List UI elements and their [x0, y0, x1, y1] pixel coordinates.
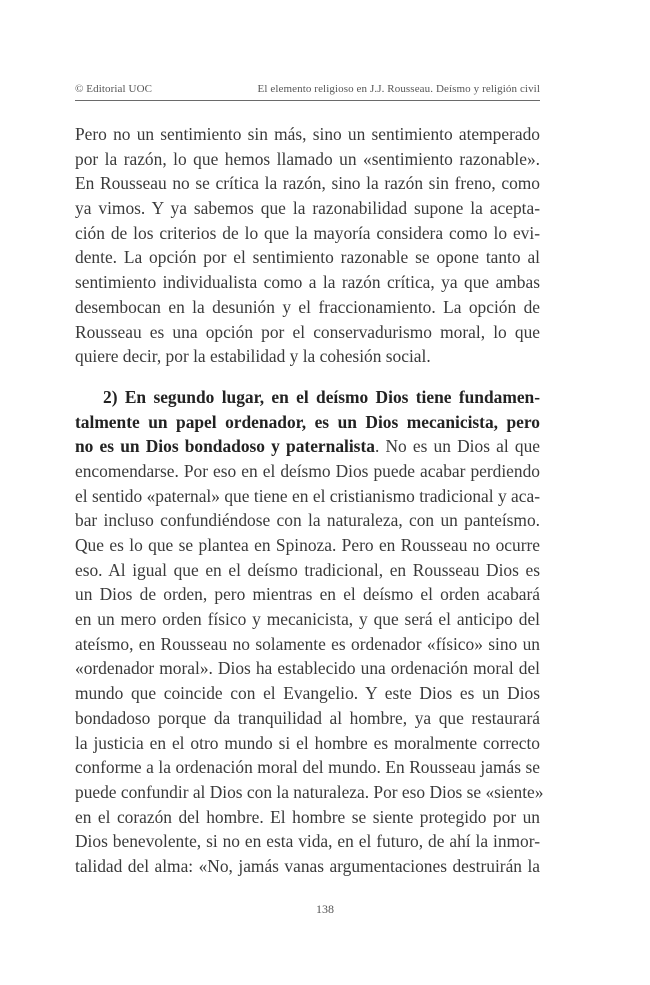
text-line: el sentido «paternal» que tiene en el cristianismo tradicional y aca-	[75, 485, 540, 506]
text-line: conforme a la ordenación moral del mundo. En Rousseau jamás se	[75, 757, 540, 778]
text-line: Rousseau es una opción por el conservadurismo moral, lo que	[75, 321, 540, 342]
page-number: 138	[316, 902, 334, 916]
text-line: En Rousseau no se crítica la razón, sino la razón sin freno, como	[75, 173, 540, 194]
text-line: dente. La opción por el sentimiento razonable se opone tanto al	[75, 247, 540, 268]
text-line: eso. Al igual que en el deísmo tradicional, en Rousseau Dios es	[75, 559, 540, 580]
text-line-bold	[75, 385, 540, 410]
text-line: bondadoso porque da tranquilidad al hombre, ya que restaurará	[75, 707, 540, 728]
text-line: Pero no un sentimiento sin más, sino un sentimiento atemperado	[75, 124, 540, 144]
text-line: puede confundir al Dios con la naturaleza. Por eso Dios se «siente»	[75, 781, 544, 802]
text-line: Que es lo que se plantea en Spinoza. Pero en Rousseau no ocurre	[75, 535, 540, 555]
text-line: Dios benevolente, si no en esta vida, en el futuro, de ahí la inmor-	[75, 831, 540, 852]
running-header	[75, 83, 540, 99]
text-line: mundo que coincide con el Evangelio. Y este Dios es un Dios	[75, 683, 540, 704]
text-line: «ordenador moral». Dios ha establecido una ordenación moral del	[75, 658, 540, 679]
text-line: ya vimos. Y ya sabemos que la razonabilidad supone la acepta-	[75, 198, 540, 219]
text-line: ateísmo, en Rousseau no solamente es ordenador «físico» sino un	[75, 633, 540, 654]
normal-text: . No es un Dios al que	[374, 436, 540, 457]
text-line: en un mero orden físico y mecanicista, y que será el anticipo del	[75, 609, 540, 630]
paragraph-2	[75, 385, 544, 879]
text-line: ción de los criterios de lo que la mayoría considera como lo evi-	[75, 222, 540, 243]
header-rule	[75, 100, 540, 101]
publisher-copyright: © Editorial UOC	[75, 83, 153, 95]
paragraph-1	[75, 122, 540, 369]
text-line: la justicia en el otro mundo si el hombre es moralmente correcto	[75, 732, 540, 753]
text-line-mixed	[75, 434, 540, 459]
text-line: quiere decir, por la estabilidad y la cohesión social.	[75, 346, 431, 367]
paragraph-gap	[75, 369, 540, 385]
chapter-title: El elemento religioso en J.J. Rousseau. Deísmo y religión civil	[257, 83, 540, 95]
text-line: encomendarse. Por eso en el deísmo Dios puede acabar perdiendo	[75, 460, 540, 481]
bold-text: no es un Dios bondadoso y paternalista	[75, 436, 375, 457]
text-line: desembocan en la desunión y el fraccionamiento. La opción de	[75, 296, 540, 317]
text-line: sentimiento individualista como a la razón crítica, ya que ambas	[75, 272, 540, 293]
text-line: por la razón, lo que hemos llamado un «sentimiento razonable».	[75, 148, 540, 169]
body-text	[75, 122, 544, 879]
text-line: talidad del alma: «No, jamás vanas argumentaciones destruirán la	[75, 855, 540, 876]
text-line-bold	[75, 410, 540, 435]
bold-text: 2) En segundo lugar, en el deísmo Dios tiene fundamen-	[103, 386, 540, 407]
text-line: en el corazón del hombre. El hombre se siente protegido por un	[75, 806, 540, 827]
text-line: bar incluso confundiéndose con la naturaleza, con un panteísmo.	[75, 510, 540, 531]
bold-text: talmente un papel ordenador, es un Dios mecanicista, pero	[75, 411, 540, 432]
text-line: un Dios de orden, pero mientras en el deísmo el orden acabará	[75, 584, 540, 605]
